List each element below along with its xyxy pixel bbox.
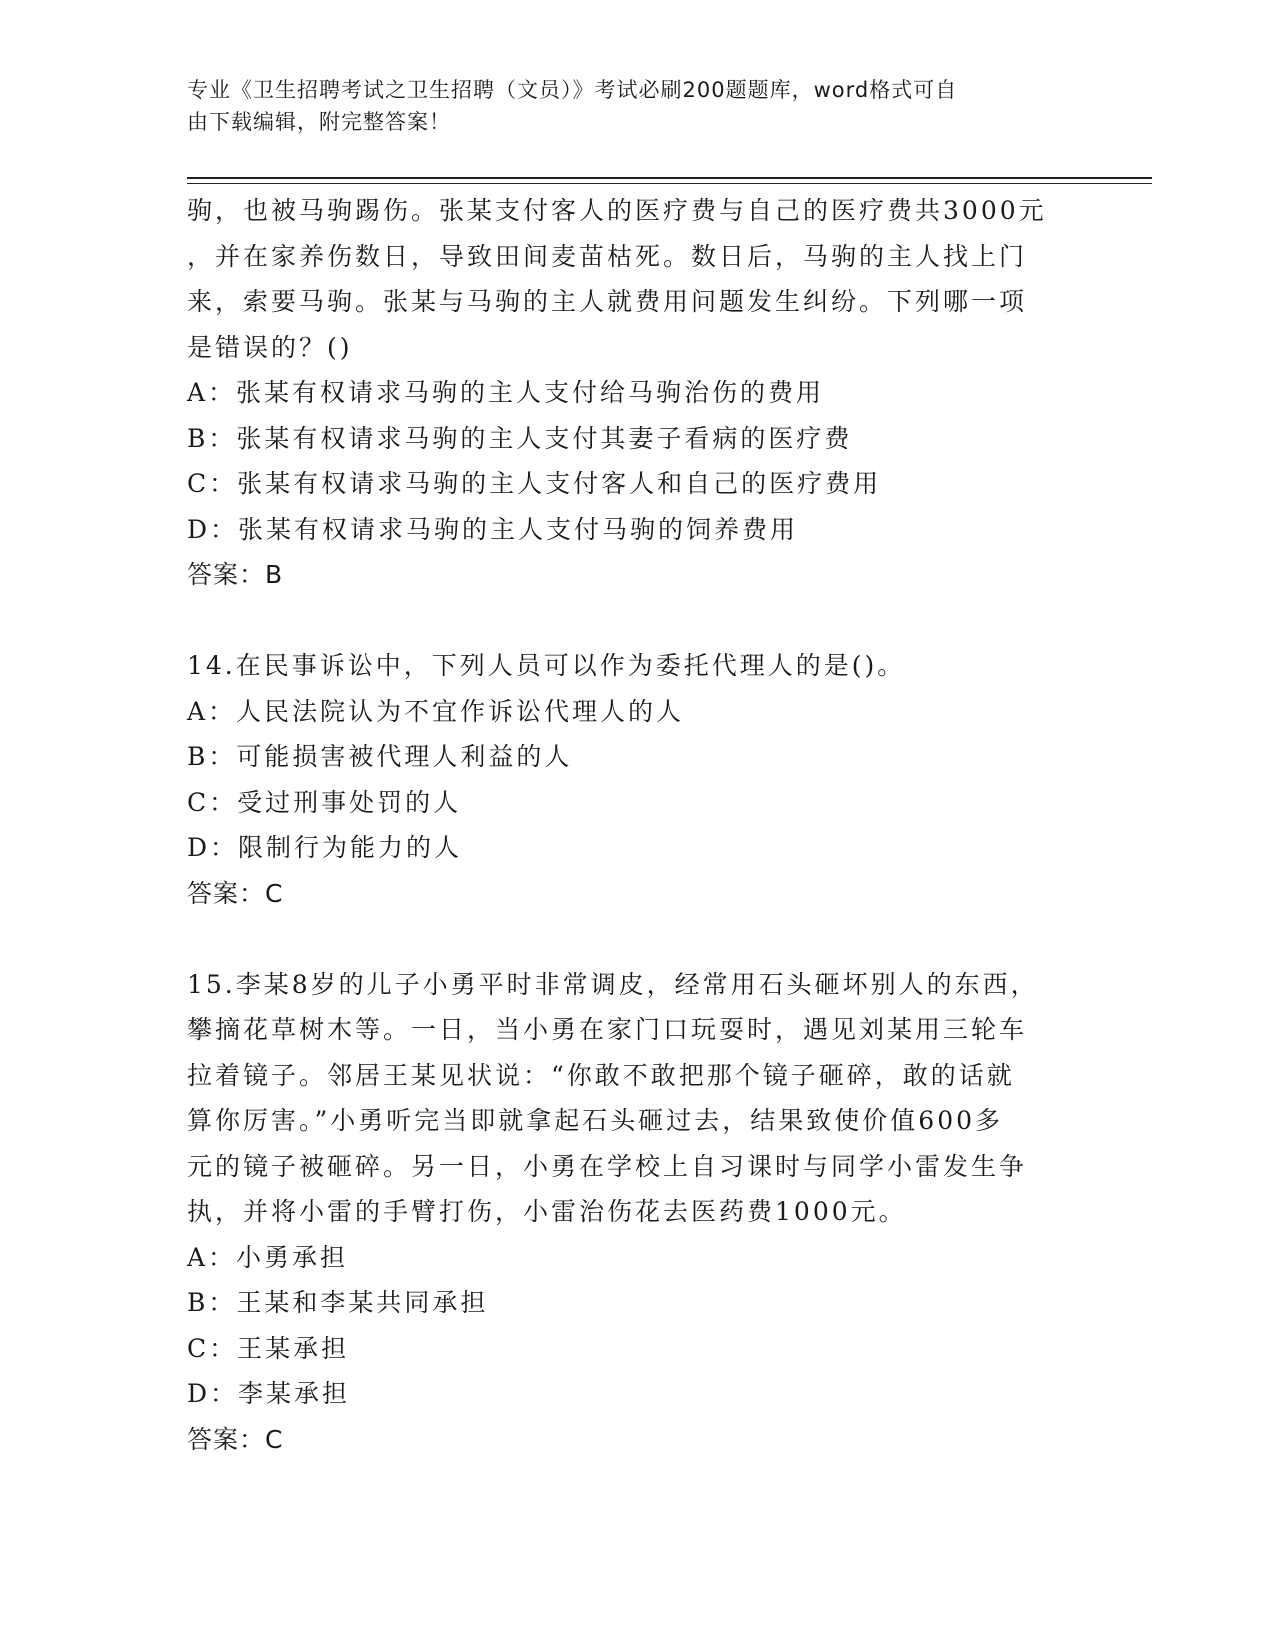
option-a: A：人民法院认为不宜作诉讼代理人的人	[187, 696, 685, 726]
header-line-1: 专业《卫生招聘考试之卫生招聘（文员）》考试必刷200题题库，word格式可自	[187, 78, 958, 102]
question-stem-line: 拉着镜子。邻居王某见状说：“你敢不敢把那个镜子砸碎，敢的话就	[187, 1060, 1015, 1090]
option-b: B：张某有权请求马驹的主人支付其妻子看病的医疗费	[187, 423, 853, 453]
question-stem-line: 驹，也被马驹踢伤。张某支付客人的医疗费与自己的医疗费共3000元	[187, 196, 1047, 225]
question-stem-line: 攀摘花草树木等。一日，当小勇在家门口玩耍时，遇见刘某用三轮车	[187, 1015, 1028, 1044]
question-14	[187, 643, 1087, 916]
question-stem-line: 是错误的？()	[187, 332, 353, 362]
question-stem-line: 元的镜子被砸碎。另一日，小勇在学校上自习课时与同学小雷发生争	[187, 1151, 1028, 1181]
option-d: D：张某有权请求马驹的主人支付马驹的饲养费用	[187, 514, 799, 544]
question-stem-line: ，并在家养伤数日，导致田间麦苗枯死。数日后，马驹的主人找上门	[187, 241, 1028, 271]
spacer	[187, 916, 1087, 962]
question-stem-line: 14.在民事诉讼中，下列人员可以作为委托代理人的是()。	[187, 651, 906, 680]
header-divider-thin	[187, 183, 1152, 184]
answer-line: 答案：C	[187, 878, 284, 908]
option-d: D：李某承担	[187, 1379, 351, 1408]
question-stem-line: 执，并将小雷的手臂打伤，小雷治伤花去医药费1000元。	[187, 1197, 907, 1226]
question-13	[187, 188, 1087, 598]
option-c: C：受过刑事处罚的人	[187, 787, 462, 817]
option-c: C：王某承担	[187, 1333, 350, 1363]
option-c: C：张某有权请求马驹的主人支付客人和自己的医疗费用	[187, 469, 882, 498]
option-d: D：限制行为能力的人	[187, 833, 463, 862]
question-stem-line: 15.李某8岁的儿子小勇平时非常调皮，经常用石头砸坏别人的东西，	[187, 969, 1039, 999]
header-line-2: 由下载编辑，附完整答案！	[187, 110, 451, 134]
option-b: B：王某和李某共同承担	[187, 1288, 489, 1317]
option-b: B：可能损害被代理人利益的人	[187, 742, 573, 771]
question-stem-line: 来，索要马驹。张某与马驹的主人就费用问题发生纠纷。下列哪一项	[187, 287, 1028, 316]
header-divider-thick	[187, 177, 1152, 179]
answer-line: 答案：B	[187, 560, 284, 589]
document-header	[187, 74, 1067, 138]
document-body	[187, 188, 1087, 1462]
answer-line: 答案：C	[187, 1424, 284, 1454]
question-stem-line: 算你厉害。”小勇听完当即就拿起石头砸过去，结果致使价值600多	[187, 1106, 1004, 1135]
spacer	[187, 598, 1087, 644]
option-a: A：张某有权请求马驹的主人支付给马驹治伤的费用	[187, 378, 825, 407]
option-a: A：小勇承担	[187, 1242, 349, 1272]
question-15	[187, 962, 1087, 1463]
